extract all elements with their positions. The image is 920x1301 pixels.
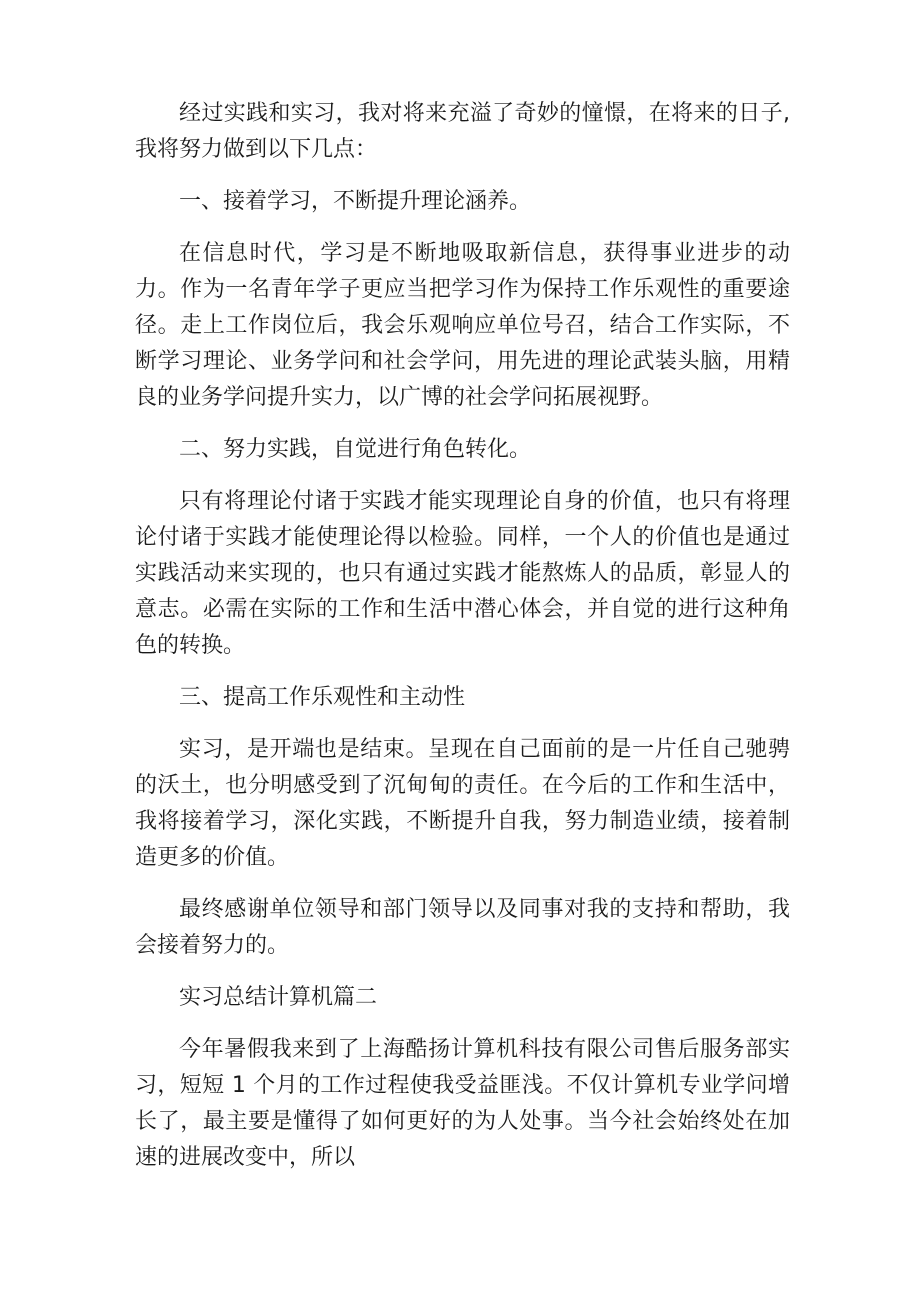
section-heading-3: 三、提高工作乐观性和主动性 <box>179 685 466 710</box>
body-paragraph: 只有将理论付诸于实践才能实现理论自身的价值，也只有将理论付诸于实践才能使理论得以检验。同样，一个人的价值也是通过实践活动来实现的，也只有通过实践才能熬炼人的品质，彰显人的意志。必需在实际的工作和生活中潜心体会，并自觉的进行这种角色的转换。 <box>135 489 790 658</box>
intro-paragraph: 经过实践和实习，我对将来充溢了奇妙的憧憬，在将来的日子,我将努力做到以下几点： <box>135 101 790 162</box>
body-paragraph: 今年暑假我来到了上海酷扬计算机科技有限公司售后服务部实习，短短 1 个月的工作过程使我受益匪浅。不仅计算机专业学问增长了，最主要是懂得了如何更好的为人处事。当今社会始终处在加速的进展改变中，所以 <box>135 1037 790 1170</box>
section-heading-1: 一、接着学习，不断提升理论涵养。 <box>179 189 532 214</box>
body-paragraph: 实习，是开端也是结束。呈现在自己面前的是一片任自己驰骋的沃土，也分明感受到了沉甸甸的责任。在今后的工作和生活中，我将接着学习，深化实践，不断提升自我，努力制造业绩，接着制造更多的价值。 <box>135 737 790 870</box>
chapter-title: 实习总结计算机篇二 <box>179 985 378 1010</box>
document-body <box>135 96 790 1192</box>
closing-paragraph: 最终感谢单位领导和部门领导以及同事对我的支持和帮助，我会接着努力的。 <box>135 897 790 958</box>
body-paragraph: 在信息时代，学习是不断地吸取新信息，获得事业进步的动力。作为一名青年学子更应当把学习作为保持工作乐观性的重要途径。走上工作岗位后，我会乐观响应单位号召，结合工作实际，不断学习理论、业务学问和社会学问，用先进的理论武装头脑，用精良的业务学问提升实力，以广博的社会学问拓展视野。 <box>135 241 790 410</box>
section-heading-2: 二、努力实践，自觉进行角色转化。 <box>179 437 532 462</box>
